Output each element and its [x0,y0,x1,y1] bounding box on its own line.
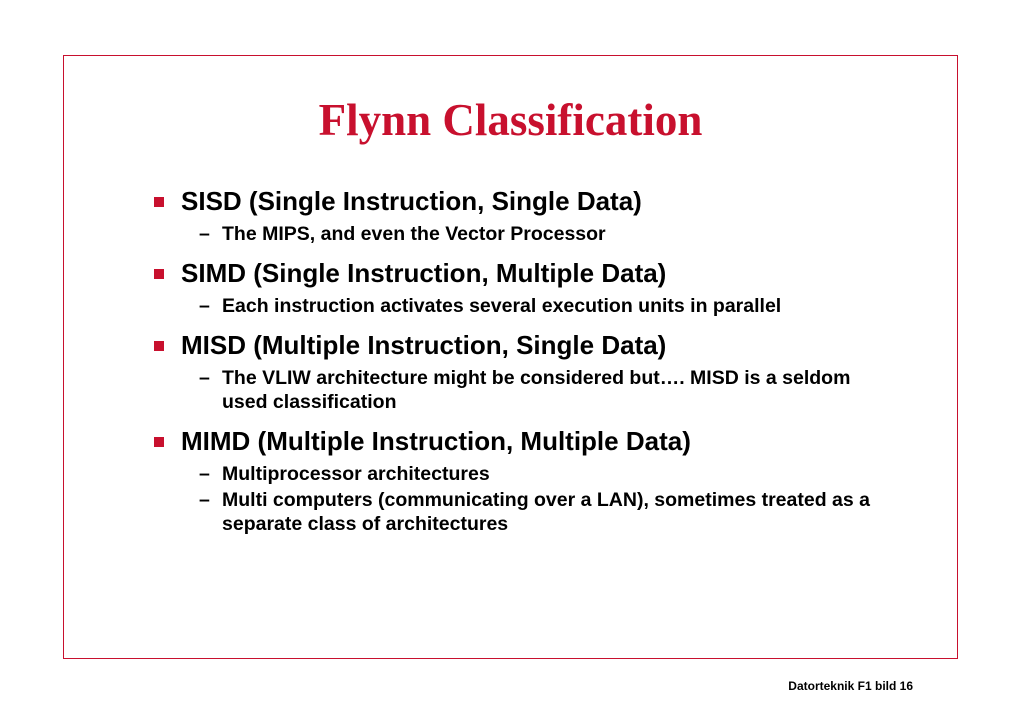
sub-bullet [181,488,910,536]
bullet-text: MISD (Multiple Instruction, Single Data) [181,330,667,360]
sub-bullet [181,222,910,246]
bullet-mimd [150,426,910,536]
sub-bullet [181,294,910,318]
square-bullet-icon [154,269,164,279]
sub-bullet-text: Multiprocessor architectures [222,463,490,485]
dash-bullet-icon: – [199,367,210,389]
dash-bullet-icon: – [199,223,210,245]
sub-bullet [181,366,910,414]
bullet-misd [150,330,910,414]
slide-footer: Datorteknik F1 bild 16 [788,679,913,693]
square-bullet-icon [154,341,164,351]
sub-bullet-list [181,462,910,536]
sub-bullet-list [181,222,910,246]
sub-bullet-list [181,366,910,414]
sub-bullet-text: The VLIW architecture might be considered but…. MISD is a seldom used classification [222,367,851,413]
bullet-text: MIMD (Multiple Instruction, Multiple Data) [181,426,691,456]
sub-bullet-text: Each instruction activates several execution units in parallel [222,295,782,317]
square-bullet-icon [154,437,164,447]
bullet-list [150,186,910,536]
sub-bullet-list [181,294,910,318]
bullet-text: SISD (Single Instruction, Single Data) [181,186,642,216]
bullet-simd [150,258,910,318]
sub-bullet-text: Multi computers (communicating over a LAN), sometimes treated as a separate class of architectures [222,489,870,535]
dash-bullet-icon: – [199,463,210,485]
dash-bullet-icon: – [199,489,210,511]
slide-title: Flynn Classification [318,95,703,145]
dash-bullet-icon: – [199,295,210,317]
bullet-sisd [150,186,910,246]
bullet-text: SIMD (Single Instruction, Multiple Data) [181,258,667,288]
sub-bullet [181,462,910,486]
sub-bullet-text: The MIPS, and even the Vector Processor [222,223,606,245]
square-bullet-icon [154,197,164,207]
